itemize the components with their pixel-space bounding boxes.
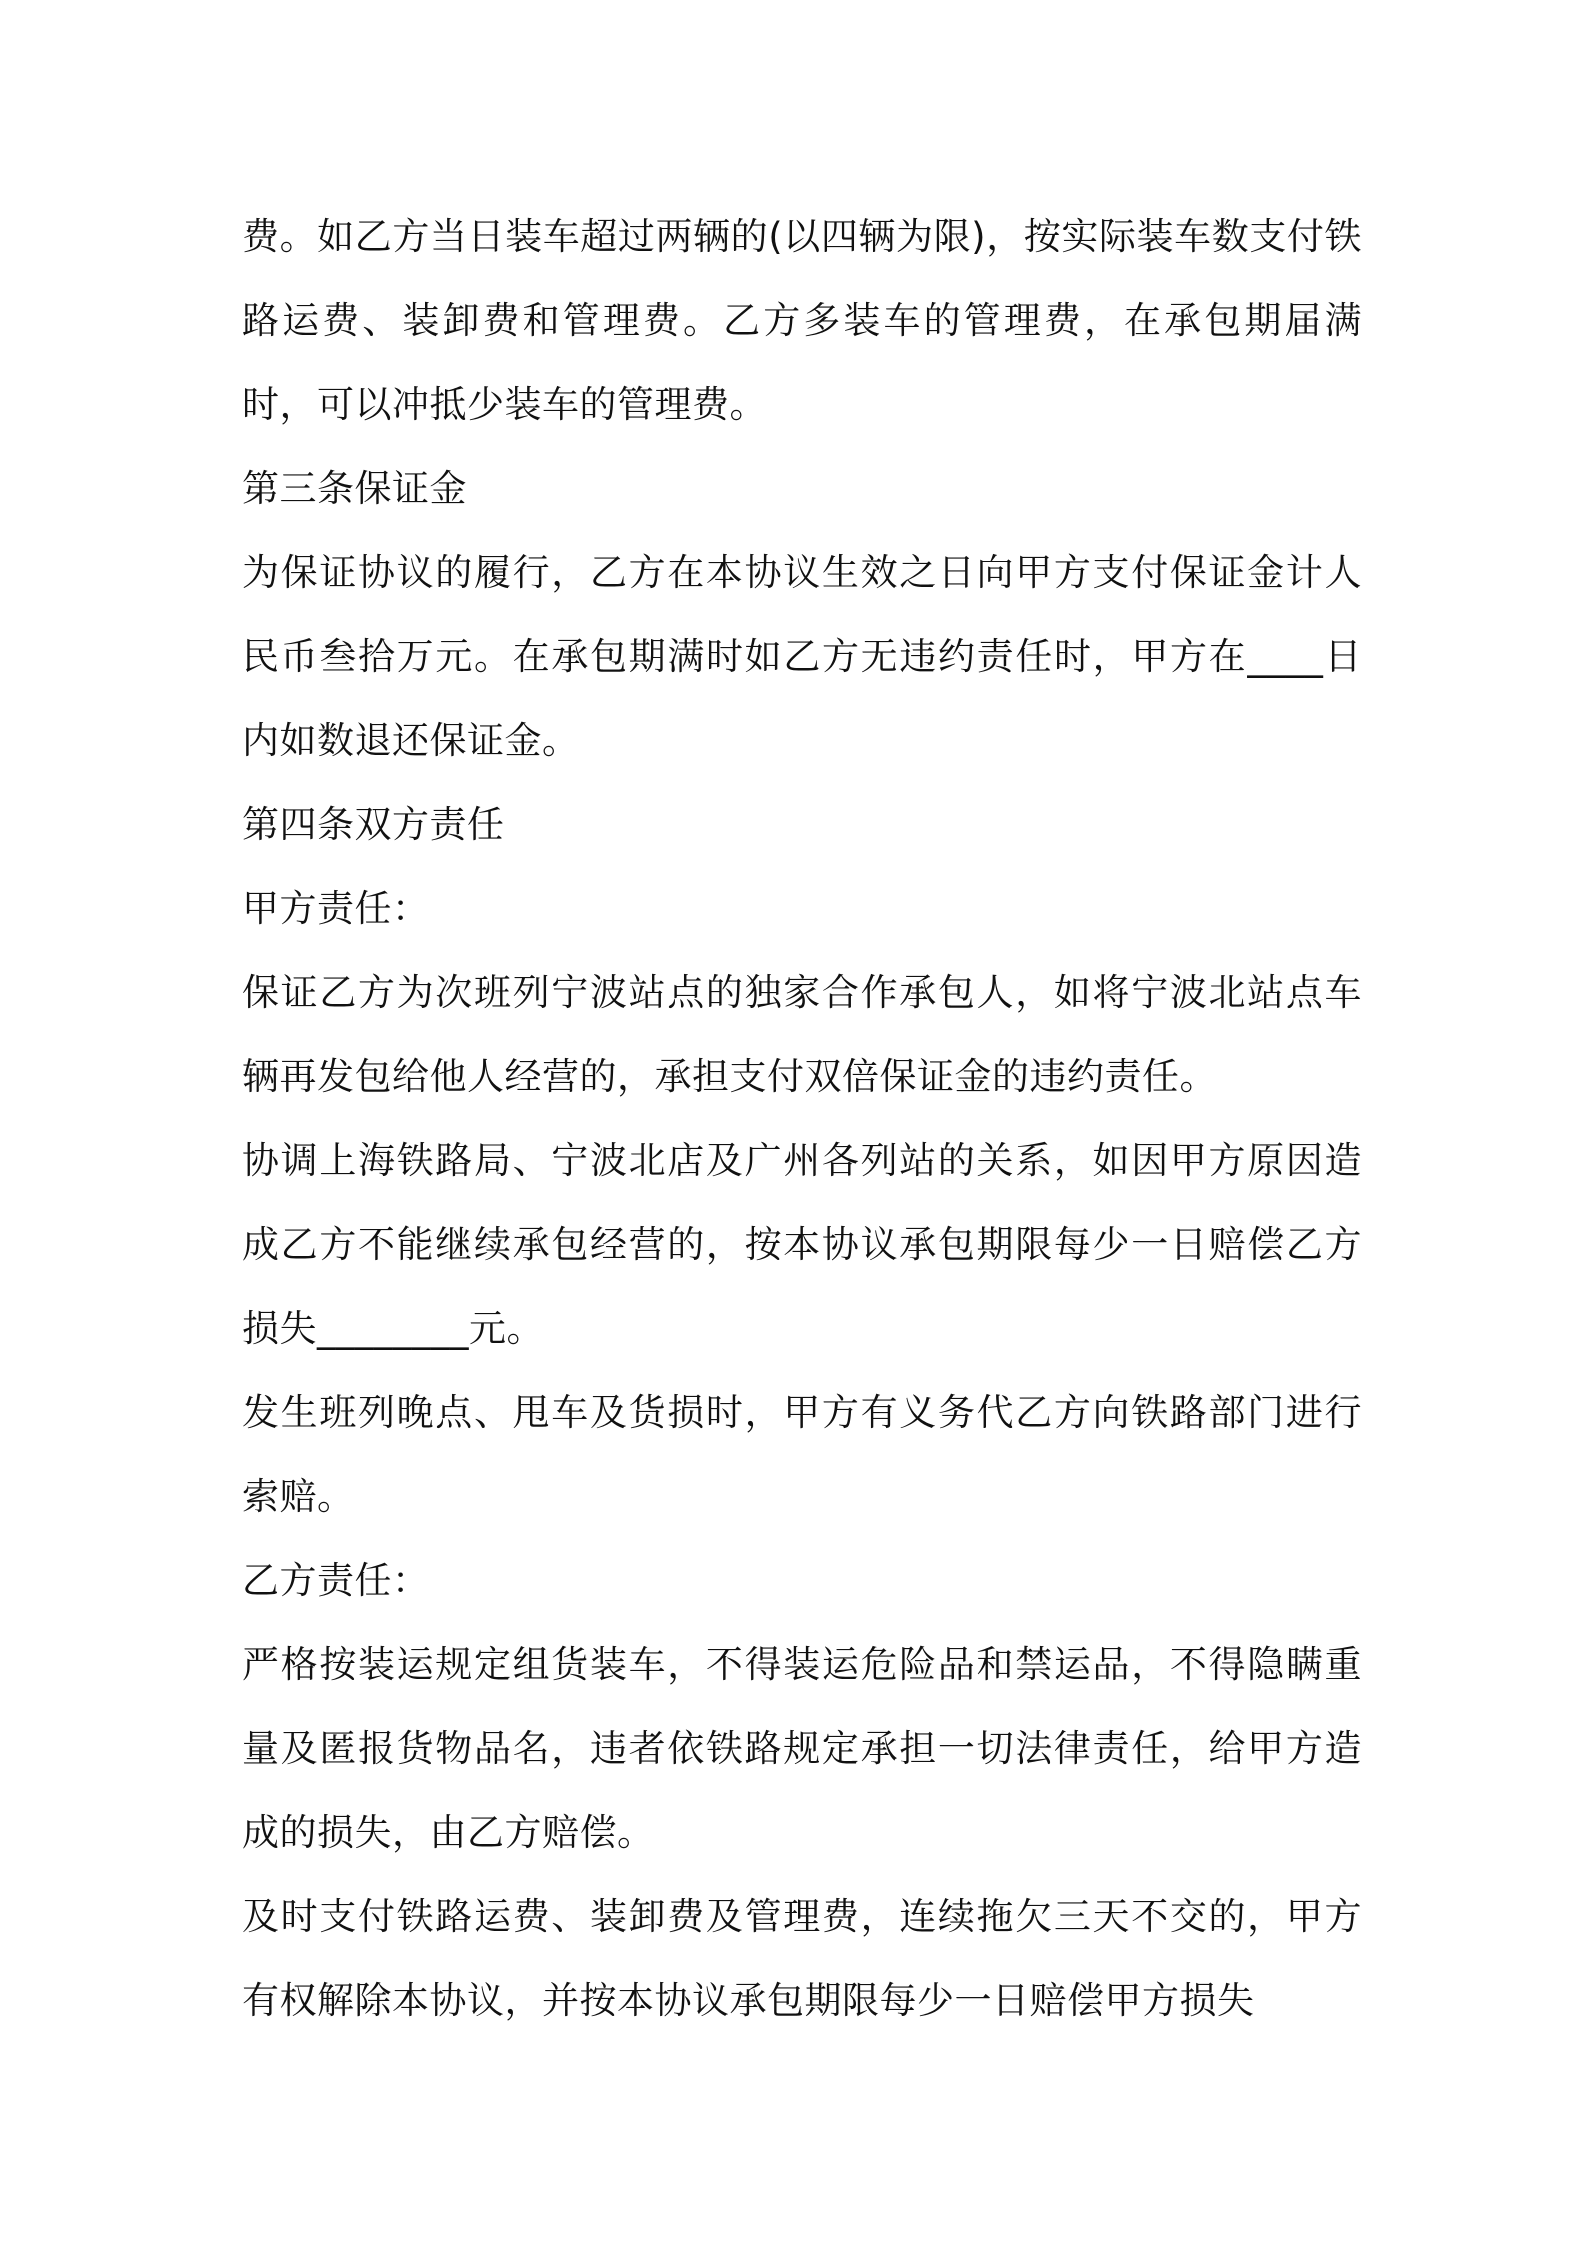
paragraph-party-b-loading: 严格按装运规定组货装车，不得装运危险品和禁运品，不得隐瞒重量及匿报货物品名，违者依铁路规定承担一切法律责任，给甲方造成的损失，由乙方赔偿。 [242, 1643, 1362, 1854]
heading-party-a-responsibilities: 甲方责任： [242, 887, 430, 930]
paragraph-party-a-coordinate: 协调上海铁路局、宁波北店及广州各列站的关系，如因甲方原因造成乙方不能继续承包经营的，按本协议承包期限每少一日赔偿乙方损失________元。 [242, 1139, 1362, 1350]
heading-article-3-deposit: 第三条保证金 [242, 467, 467, 510]
document-body [242, 195, 1362, 2043]
heading-party-b-responsibilities: 乙方责任： [242, 1559, 430, 1602]
paragraph-fee-continuation: 费。如乙方当日装车超过两辆的(以四辆为限)，按实际装车数支付铁路运费、装卸费和管理费。乙方多装车的管理费，在承包期届满时，可以冲抵少装车的管理费。 [242, 215, 1362, 426]
paragraph-party-b-payment: 及时支付铁路运费、装卸费及管理费，连续拖欠三天不交的，甲方有权解除本协议，并按本协议承包期限每少一日赔偿甲方损失 [242, 1895, 1362, 2022]
heading-article-4-responsibilities: 第四条双方责任 [242, 803, 505, 846]
paragraph-deposit: 为保证协议的履行，乙方在本协议生效之日向甲方支付保证金计人民币叁拾万元。在承包期满时如乙方无违约责任时，甲方在____日内如数退还保证金。 [242, 551, 1362, 762]
paragraph-party-a-exclusive: 保证乙方为次班列宁波站点的独家合作承包人，如将宁波北站点车辆再发包给他人经营的，承担支付双倍保证金的违约责任。 [242, 971, 1362, 1098]
paragraph-party-a-claims: 发生班列晚点、甩车及货损时，甲方有义务代乙方向铁路部门进行索赔。 [242, 1391, 1362, 1518]
